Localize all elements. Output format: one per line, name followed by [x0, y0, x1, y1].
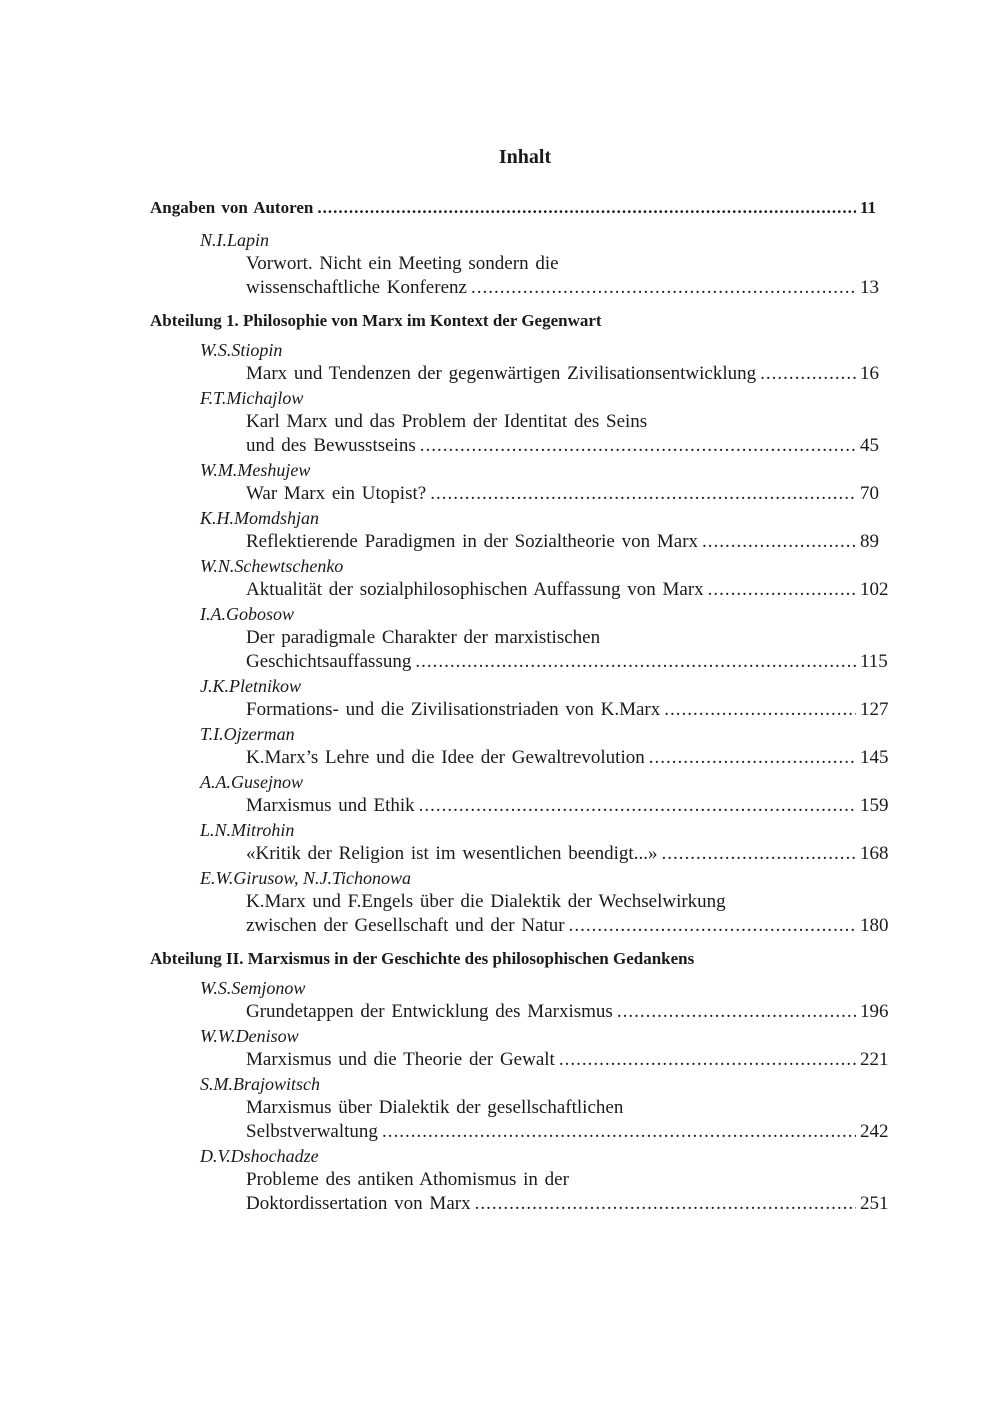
entry-author: W.M.Meshujew: [200, 460, 311, 480]
entry-line: [246, 482, 890, 506]
entry-line: [246, 1048, 890, 1072]
section-heading: Abteilung 1. Philosophie von Marx im Kontext der Gegenwart: [150, 311, 602, 330]
toc-entry-preface: [200, 228, 890, 300]
dot-leader: [415, 650, 856, 674]
entry-line: [246, 578, 890, 602]
entry-line: [246, 842, 890, 866]
entry-title: Geschichtsauffassung: [246, 651, 412, 672]
entry-title: Marxismus und die Theorie der Gewalt: [246, 1049, 555, 1070]
entry-author: L.N.Mitrohin: [200, 820, 295, 840]
entry-author: W.N.Schewtschenko: [200, 556, 344, 576]
entry-title: zwischen der Gesellschaft und der Natur: [246, 915, 565, 936]
entry-title: Probleme des antiken Athomismus in der: [246, 1169, 569, 1190]
entry-title: Selbstverwaltung: [246, 1121, 378, 1142]
entry-title: Vorwort. Nicht ein Meeting sondern die: [246, 253, 559, 274]
dot-leader: [471, 276, 856, 300]
dot-leader: [649, 746, 856, 770]
entry-title: wissenschaftliche Konferenz: [246, 277, 467, 298]
section-heading: Abteilung II. Marxismus in der Geschichte des philosophischen Gedankens: [150, 949, 695, 968]
entry-author: N.I.Lapin: [200, 230, 270, 250]
dot-leader: [317, 198, 856, 218]
page-number: 11: [860, 198, 877, 217]
page-number: 221: [860, 1049, 889, 1070]
toc-entry: [200, 458, 890, 506]
page-number: 251: [860, 1193, 889, 1214]
entry-line: [246, 1192, 890, 1216]
entry-line: [246, 1120, 890, 1144]
page-number: 115: [860, 651, 888, 672]
entry-line: [246, 1000, 890, 1024]
toc-entry: [200, 976, 890, 1024]
entry-line: [246, 362, 890, 386]
entry-author: T.I.Ojzerman: [200, 724, 295, 744]
toc-entry: [200, 818, 890, 866]
entry-author: W.W.Denisow: [200, 1026, 299, 1046]
dot-leader: [559, 1048, 856, 1072]
entry-author: W.S.Semjonow: [200, 978, 306, 998]
entry-author: S.M.Brajowitsch: [200, 1074, 320, 1094]
entry-line: [246, 276, 890, 300]
dot-leader: [708, 578, 856, 602]
entry-title: Marx und Tendenzen der gegenwärtigen Zivilisationsentwicklung: [246, 363, 757, 384]
entry-title: Grundetappen der Entwicklung des Marxismus: [246, 1001, 613, 1022]
toc-entry: [200, 1072, 890, 1144]
toc-entry: [200, 1144, 890, 1216]
dot-leader: [430, 482, 856, 506]
entry-title: War Marx ein Utopist?: [246, 483, 427, 504]
toc-entry: [200, 1024, 890, 1072]
entry-title: K.Marx und F.Engels über die Dialektik der Wechselwirkung: [246, 891, 726, 912]
page-number: 70: [860, 483, 879, 504]
entry-line: [246, 434, 890, 458]
dot-leader: [382, 1120, 856, 1144]
page-number: 196: [860, 1001, 889, 1022]
toc-entry: [200, 770, 890, 818]
entry-title: Marxismus und Ethik: [246, 795, 415, 816]
toc-entry: [200, 386, 890, 458]
entry-title: Reflektierende Paradigmen in der Sozialtheorie von Marx: [246, 531, 699, 552]
page-title: Inhalt: [498, 146, 552, 168]
entry-title: Aktualität der sozialphilosophischen Auffassung von Marx: [246, 579, 704, 600]
dot-leader: [661, 842, 856, 866]
entry-title: «Kritik der Religion ist im wesentlichen beendigt...»: [246, 843, 658, 864]
entry-author: I.A.Gobosow: [200, 604, 294, 624]
dot-leader: [419, 794, 856, 818]
toc-entry: [200, 722, 890, 770]
dot-leader: [664, 698, 856, 722]
dot-leader: [569, 914, 856, 938]
entry-line: [246, 890, 890, 914]
entry-line: [246, 530, 890, 554]
entry-author: A.A.Gusejnow: [200, 772, 303, 792]
toc-entry: [200, 554, 890, 602]
dot-leader: [702, 530, 856, 554]
section-1-entries: [150, 338, 890, 938]
entry-line: [246, 794, 890, 818]
entry-line: [246, 746, 890, 770]
entry-title: Doktordissertation von Marx: [246, 1193, 471, 1214]
page-number: 145: [860, 747, 889, 768]
entry-line: [246, 914, 890, 938]
entry-line: [246, 698, 890, 722]
page-number: 168: [860, 843, 889, 864]
toc-entry-intro: [150, 198, 890, 228]
entry-author: D.V.Dshochadze: [200, 1146, 319, 1166]
entry-line: [246, 252, 890, 276]
section-2-entries: [150, 976, 890, 1216]
page-number: 102: [860, 579, 889, 600]
table-of-contents: [150, 198, 890, 1216]
dot-leader: [475, 1192, 856, 1216]
dot-leader: [617, 1000, 856, 1024]
page-number: 159: [860, 795, 889, 816]
entry-title: Formations- und die Zivilisationstriaden von K.Marx: [246, 699, 661, 720]
toc-entry: [200, 338, 890, 386]
entry-title: Der paradigmale Charakter der marxistischen: [246, 627, 601, 648]
dot-leader: [760, 362, 856, 386]
dot-leader: [420, 434, 856, 458]
toc-entry: [200, 866, 890, 938]
entry-author: W.S.Stiopin: [200, 340, 283, 360]
page-number: 13: [860, 277, 879, 298]
entry-line: [246, 626, 890, 650]
entry-author: F.T.Michajlow: [200, 388, 304, 408]
page-number: 180: [860, 915, 889, 936]
page-number: 89: [860, 531, 879, 552]
page-number: 127: [860, 699, 889, 720]
toc-entry: [200, 674, 890, 722]
entry-author: K.H.Momdshjan: [200, 508, 320, 528]
page-number: 242: [860, 1121, 889, 1142]
entry-title: und des Bewusstseins: [246, 435, 416, 456]
entry-line: [246, 1096, 890, 1120]
entry-title: K.Marx’s Lehre und die Idee der Gewaltrevolution: [246, 747, 645, 768]
entry-line: [246, 1168, 890, 1192]
page-number: 45: [860, 435, 879, 456]
entry-author: J.K.Pletnikow: [200, 676, 301, 696]
entry-line: [246, 410, 890, 434]
entry-title: Angaben von Autoren: [150, 198, 314, 217]
entry-line: [246, 650, 890, 674]
entry-title: Marxismus über Dialektik der gesellschaftlichen: [246, 1097, 624, 1118]
toc-entry: [200, 506, 890, 554]
entry-title: Karl Marx und das Problem der Identitat des Seins: [246, 411, 648, 432]
entry-author: E.W.Girusow, N.J.Tichonowa: [200, 868, 412, 888]
page-number: 16: [860, 363, 879, 384]
toc-entry: [200, 602, 890, 674]
